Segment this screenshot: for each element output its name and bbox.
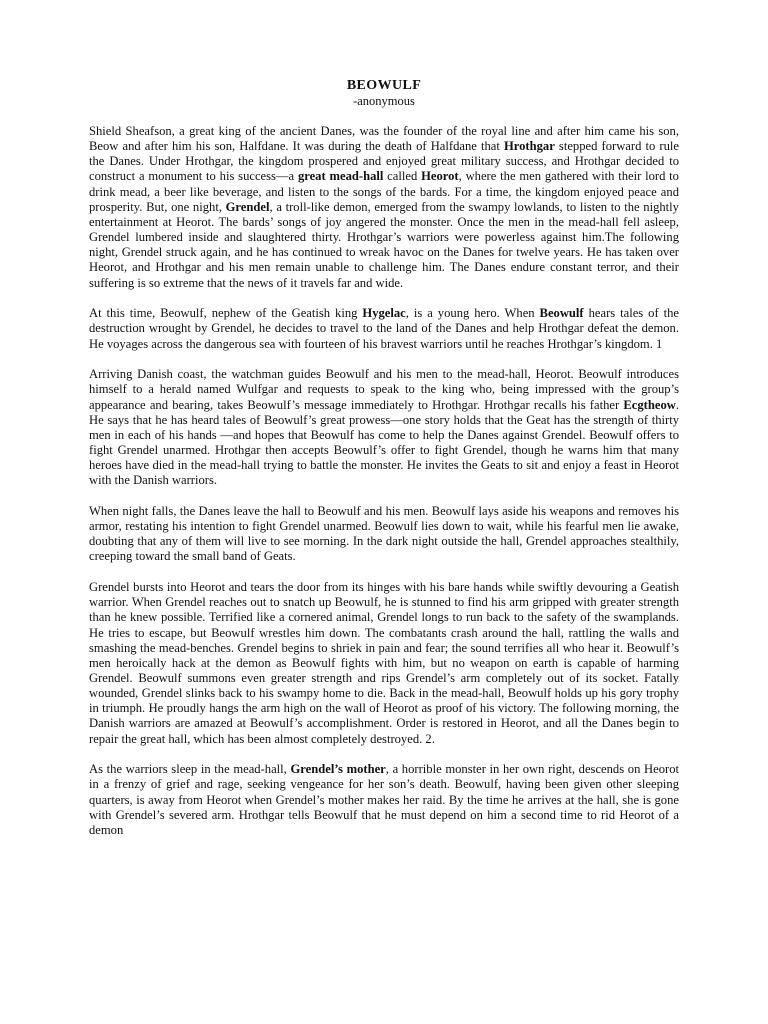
- text-run: . He says that he has heard tales of Beowulf’s great prowess—one story holds that the Geat has the strength of thirty men in each of his hands —and hopes that Beowulf has come to help the Danes against Grendel. Beowulf offers to fight Grendel unarmed. Hrothgar then accepts Beowulf’s offer to fight Grendel, though he warns him that many heroes have died in the mead-hall trying to battle the monster. He invites the Geats to sit and enjoy a feast in Heorot with the Danish warriors.: [89, 397, 679, 488]
- paragraph-2: [89, 306, 679, 351]
- text-run: , a troll-like demon, emerged from the swampy lowlands, to listen to the nightly entertainment at Heorot. The bards’ songs of joy angered the monster. Once the men in the mead-hall fell asleep, Grendel lumbered inside and slaughtered thirty. Hrothgar’s warriors were powerless against him.The following night, Grendel struck again, and he has continued to wreak havoc on the Danes for twelve years. He has taken over Heorot, and Hrothgar and his men remain unable to challenge him. The Danes endure constant terror, and their suffering is so extreme that the news of it travels far and wide.: [89, 199, 679, 290]
- document-body: [89, 124, 679, 838]
- paragraph-1: [89, 124, 679, 291]
- text-run: hears tales of the destruction wrought by Grendel, he decides to travel to the land of the Danes and help Hrothgar defeat the demon. He voyages across the dangerous sea with fourteen of his bravest warriors until he reaches Hrothgar’s kingdom. 1: [89, 306, 679, 351]
- paragraph-4: [89, 504, 679, 565]
- bold-term: Grendel’s mother: [290, 762, 386, 777]
- bold-term: Beowulf: [539, 306, 584, 321]
- text-run: Grendel bursts into Heorot and tears the door from its hinges with his bare hands while swiftly devouring a Geatish warrior. When Grendel reaches out to snatch up Beowulf, he is stunned to find his arm gripped with greater strength than he knew possible. Terrified like a cornered animal, Grendel longs to run back to the safety of the swamplands. He tries to escape, but Beowulf wrestles him down. The combatants crash around the hall, rattling the walls and smashing the mead-benches. Grendel begins to shriek in pain and fear; the sound terrifies all who hear it. Beowulf’s men heroically hack at the demon as Beowulf fights with him, but no weapon on earth is capable of harming Grendel. Beowulf summons even greater strength and rips Grendel’s arm completely out of its socket. Fatally wounded, Grendel slinks back to his swampy home to die. Back in the mead-hall, Beowulf holds up his gory trophy in triumph. He proudly hangs the arm high on the wall of Heorot as proof of his victory. The following morning, the Danish warriors are amazed at Beowulf’s accomplishment. Order is restored in Heorot, and all the Danes begin to repair the great hall, which has been almost completely destroyed. 2.: [89, 580, 679, 746]
- bold-term: Grendel: [225, 199, 270, 214]
- bold-term: Heorot: [421, 169, 459, 184]
- paragraph-3: [89, 367, 679, 488]
- text-run: At this time, Beowulf, nephew of the Geatish king: [89, 306, 363, 321]
- bold-term: Hrothgar: [503, 139, 555, 154]
- text-run: When night falls, the Danes leave the hall to Beowulf and his men. Beowulf lays aside his weapons and removes his armor, restating his intention to fight Grendel unarmed. Beowulf lies down to wait, while his fearful men lie awake, doubting that any of them will live to see morning. In the dark night outside the hall, Grendel approaches stealthily, creeping toward the small band of Geats.: [89, 503, 679, 564]
- paragraph-6: [89, 762, 679, 838]
- paragraph-5: [89, 580, 679, 747]
- text-run: As the warriors sleep in the mead-hall,: [89, 762, 291, 777]
- document-title: BEOWULF: [346, 78, 422, 93]
- document-author: -anonymous: [353, 94, 415, 108]
- text-run: Arriving Danish coast, the watchman guides Beowulf and his men to the mead-hall, Heorot. Beowulf introduces himself to a herald named Wulfgar and requests to speak to the king who, being impressed with the group’s appearance and bearing, takes Beowulf’s message immediately to Hrothgar. Hrothgar recalls his father: [89, 367, 679, 412]
- bold-term: Ecgtheow: [623, 397, 676, 412]
- text-run: , is a young hero. When: [405, 306, 540, 321]
- text-run: , a horrible monster in her own right, descends on Heorot in a frenzy of grief and rage, seeking vengeance for her son’s death. Beowulf, having been given other sleeping quarters, is away from Heorot when Grendel’s mother makes her raid. By the time he arrives at the hall, she is gone with Grendel’s severed arm. Hrothgar tells Beowulf that he must depend on him a second time to rid Heorot of a demon: [89, 762, 679, 837]
- text-run: Shield Sheafson, a great king of the ancient Danes, was the founder of the royal line and after him came his son, Beow and after him his son, Halfdane. It was during the death of Halfdane that: [89, 124, 679, 154]
- text-run: , where the men gathered with their lord to drink mead, a beer like beverage, and listen to the songs of the bards. For a time, the kingdom enjoyed peace and prosperity. But, one night,: [89, 169, 679, 214]
- text-run: called: [383, 169, 422, 184]
- text-run: stepped forward to rule the Danes. Under Hrothgar, the kingdom prospered and enjoyed great military success, and Hrothgar decided to construct a monument to his success—a: [89, 139, 679, 184]
- bold-term: great mead-hall: [297, 169, 384, 184]
- bold-term: Hygelac: [362, 306, 406, 321]
